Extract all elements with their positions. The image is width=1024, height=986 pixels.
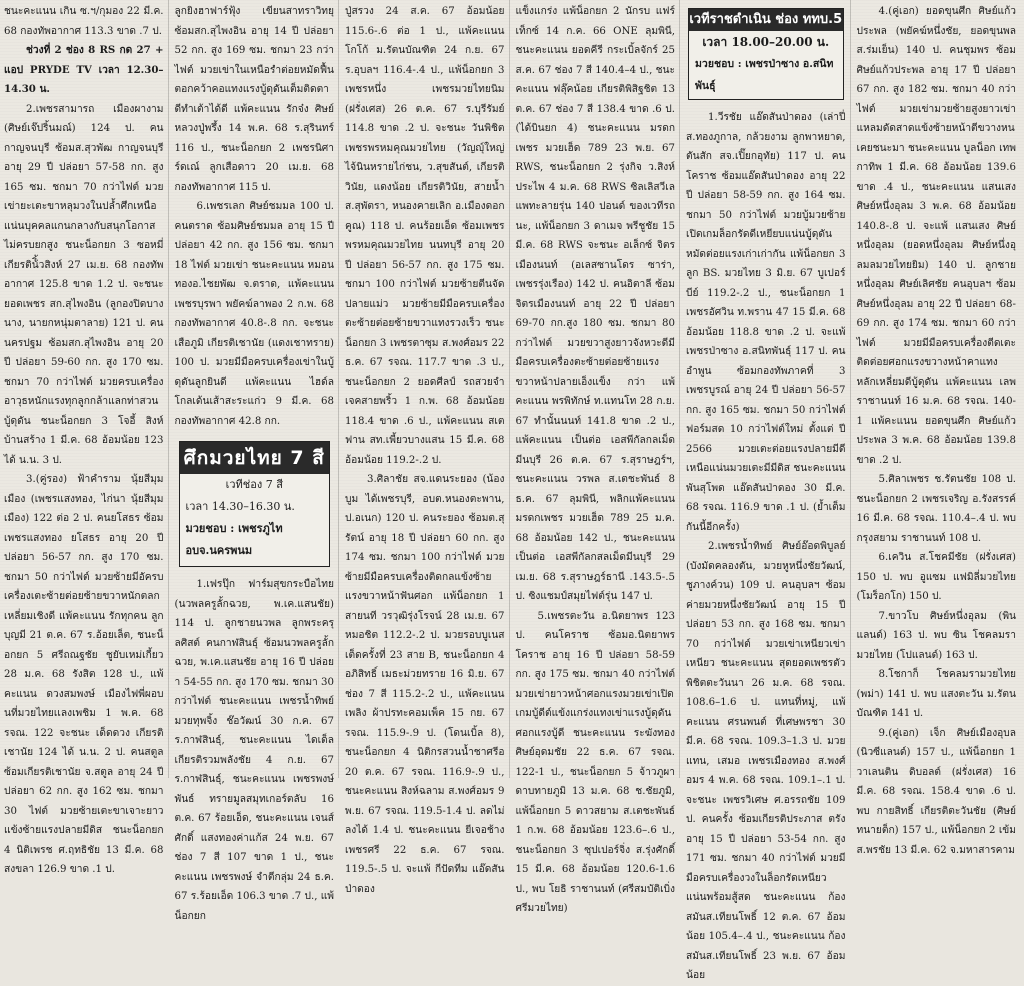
- paragraph-bout-3: 3.ศิลาชัย สจ.แดนระยอง (น้องบูม ได้เพชรบุรี, อบต.หนองตะพาน, ป.อเนก) 120 ป. คนระยอง ซ้อมต.สุรัตน์ อายุ 18 ปี ปล่อยา 60 กก. สูง 174 ซม. ชกมา 100 กว่าไฟต์ มวยซ้ายมีมือครบเครื่องติดกลแข้งซ้ายแรงขวาหน้าฟันศอก แพ้น็อกยก 1 สายนที วรวุฒิรุ่งโรจน์ 28 เม.ย. 67 หมอชิต 112.2-.2 ป. มวยรอบบูเนสเต็ดครั้งที่ 23 สาย B, ชนะน็อกยก 4 อภิสิทธิ์ เมธะม่วยทราย 16 มิ.ย. 67 ช่อง 7 สี 115.2-.2 ป., แพ้คะแนน เพลิง ผ้าปรทะคอมเพ็ค 15 กย. 67 รจณ. 115.9-.9 ป. (โดนเบิ้ล 8), ชนะน็อกยก 4 นิติกรสวนน้ำชาศรีอ 20 ต.ค. 67 รจณ. 116.9-.9 ป., ชนะคะแนน สิงห์ฉลาม ส.พงศ์อมร 9 พ.ย. 67 รจณ. 119.5-1.4 ป. ลดไม่ลงได้ 1.4 ป. ชนะคะแนน ยีเจอช้างเพชรศรี 22 ธ.ค. 67 รจณ. 119.5-.5 ป. จะแพ้ กีปัดทีม แอ๊ดสันป่าดอง: [345, 474, 505, 895]
- paragraph-bout-6: 6.เควิน ส.โชคมีชัย (ฝรั่งเศส) 150 ป. พบ อูแซม แฟมิลี่มวยไทย (โมร็อกโก) 150 ป.: [856, 552, 1016, 602]
- column-6: [856, 0, 1021, 856]
- paragraph-bout-9: 9.(คู่เอก) เจ็ก ศิษย์เมืองอุบล (นิวซีแลนด์) 157 ป., แพ้น็อกยก 1 วาเลนติน ดิบอลต์ (ฝรั่งเศส) 16 มี.ค. 68 รจณ. 158.4 ขาด .6 ป. พบ กายสิทธิ์ เกียรติตะวันชัย (ศิษย์ทนายต็ก) 157 ป., แพ้น็อกยก 2 เข้ม ส.พรชัย 13 มี.ค. 62 จ.มหาสารคาม: [856, 727, 1016, 856]
- paragraph-bout-4: 4.(คู่เอก) ยอดขุนศึก ศิษย์แก้วประพล (พยัคฆ์หนึ่งชัย, ยอดขุนพล ส.ร่มเย็น) 140 ป. คนชุมพร ซ้อมศิษย์แก้วประพล อายุ 17 ปี ปล่อยา 67 กก. สูง 182 ซม. ชกมา 40 กว่าไฟต์ มวยเข่ามวยซ้ายสูงยาวเข่าแหลมดัดสาดแข้งซ้ายหน้าตีขวางหนเคยชนะมา ชนะคะแนน บูลน็อก เทพกาทิพ 1 มี.ค. 68 อ้อมน้อย 139.6 ขาด .4 ป., ชนะคะแนน แสนเสง ศิษย์หนึ่งอุลม 3 พ.ค. 68 อ้อมน้อย 140.8-.8 ป. จะแพ้ แสนเสง ศิษย์หนึ่งอุลม (ยอดหนึ่งอุลม ศิษย์หนึ่งอุลมลมวยไทยยิม) 140 ป. ลูกชายหนึ่งอุลม ศิษย์เลิศชัย คนอุบลฯ ซ้อมศิษย์หนึ่งอุลม อายุ 22 ปี ปล่อยา 68-69 กก. สูง 174 ซม. ชกมา 60 กว่าไฟต์ มวยมีมือครบเครื่องตีดเตะติดต่อยศอกแรงขวางหน้าคาแทงหลักเหลี่ยมดีบู้ดุดัน แพ้คะแนน เลพ ราชานนท์ 16 ม.ค. 68 รจณ. 140-1 แพ้คะแนน ยอดขุนศึก ศิษย์แก้วประพล 3 พ.ค. 68 อ้อมน้อย 139.8 ขาด .2 ป.: [856, 6, 1016, 466]
- program-box-channel: เวทีช่อง 7 สี: [225, 478, 283, 491]
- column-3: [345, 0, 510, 895]
- rajadamnern-program-box: [688, 8, 844, 100]
- paragraph: ลูกยิงฮาฟาร์ฟุ้ง เขียนสาทราวิทยุ ซ้อมสก.สุไพงอิน อายุ 14 ปี ปล่อยา 52 กก. สูง 169 ซม. ชกมา 23 กว่าไฟต์ มวยเข่าในเหนือรำต่อยหมัดฟื้นตอกคว้าคอแทงแรงบู้ดุดันเต็มติดตา ดีทำเต้าได้ดี แพ้คะแนน รักจ๋ง ศิษย์หลวงปู่พรึ้ง 14 พ.ค. 68 ร.สุรินทร์ 116 ป., ชนะน็อกยก 2 เพชรนิศาร์ดเณ์ ลูกเสือดาว 20 เม.ย. 68 กองทัพอากาศ 115 ป.: [174, 6, 334, 193]
- paragraph: แข็งแกร่ง แพ้น็อกยก 2 นักรบ แฟร์เท็กซ์ 14 ก.ค. 66 ONE ลุมพินี, ชนะคะแนน ยอดคีรี กระเบิ้ลจักร์ 25 ส.ค. 67 ช่อง 7 สี 140.4–4 ป., ชนะคะแนน ฟลุ๊คน้อย เกียรติพิสิฐชิต 13 ต.ค. 67 ช่อง 7 สี 138.4 ขาด .6 ป. (ได้บินยก 4) ชนะคะแนน มรดกเพชร มวยเฮ็ด 789 23 พ.ย. 67 RWS, ชนะน็อกยก 2 รุ่งกิจ ว.สิงห์ประไพ 4 ม.ค. 68 RWS ซิลเลิสวีเลแพทะลายรุ่น 140 ปอนด์ ของเวทีรถนะ, แพ้น็อกยก 3 ดาเมจ พรีชูชัย 15 มี.ค. 68 RWS จะชนะ อเล็กซ์ จิตรเมืองนนท์ (อเลสซานโดร ซาร่า, เพชรรุ่งเรือง) 142 ป. คนอิตาลี ซ้อมจิตรเมืองนนท์ อายุ 22 ปี ปล่อยา 69-70 กก.สูง 180 ซม. ชกมา 80 กว่าไฟต์ มวยขวาสูงยาวจังหวะดีมีมือครบเครื่องตะซ้ายต่อยซ้ายแรงขวาหน้าปลายเอ็งแข็ง กว่า แพ้คะแนน พรพิทักษ์ ท.แทนโท 28 ก.ย. 67 ทำนั้นนนท์ 141.8 ขาด .2 ป., แพ้คะแนน เป็นต่อ เอสพีกัลกลเม็ด มีนบุรี 26 ต.ค. 67 ร.สุราษฎร์ฯ, ชนะคะแนน วรพล ส.เตชะพันธ์ 8 ธ.ค. 67 ลุมพินี, พลิกแพ้คะแนน มรดกเพชร มวยเฮ็ด 789 25 ม.ค. 68 อ้อมน้อย 142 ป., ชนะคะแนน เป็นต่อ เอสพีกัลกสลเม็ดมีนบุรี 29 เม.ย. 68 ร.สุราษฎร์ธานี .143.5-.5 ป. ซิงแชมป์สมุยไฟต์รุ่น 147 ป.: [515, 6, 675, 602]
- paragraph-bout-3: 3.(คู่รอง) ฟ้าคำราม นุ้ยสีมุมเมือง (เพชรแสงทอง, ไก่นา นุ้ยสีมุมเมือง) 122 ต่อ 2 ป. คนยโสธร ซ้อมเพชรแสงทอง ยโสธร อายุ 20 ปี ปล่อยา 56-57 กก. สูง 170 ซม. ชกมา 50 กว่าไฟต์ มวยซ้ายมีอัครบเครื่องเตะซ้ายต่อยซ้ายขวาหนักตลกเหลี่ยมเชิงดี แพ้คะแนน รักทุกคน ลูกบุญมี 21 ต.ค. 67 ร.อ้อยเล็ต, ชนะน็อกยก 5 ศรีถณฐชัย ชูยับเหม่เกี้ยว 28 ม.ค. 68 รังสิต 128 ป., แพ้คะแนน ดวงสมพงษ์ เมืองไฟพี่ผอบนที่มวยไทยเเลงเพชิม 1 พ.ค. 68 รจณ. 122 จะชนะ เด็ดดวง เกียรติเชานัย 124 ได้ น.น. 2 ป. คนสตูล ซ้อมเกียรติเชานัย จ.สตูล อายุ 24 ปี ปล่อยา 62 กก. สูง 162 ซม. ชกมา 30 ไฟต์ มวยซ้ายเตะขาเจาะยาวแข้งซ้ายแรงปลายมีดิส ชนะน็อกยก 4 นิติเพรช ศ.ฤทธิชัย 13 มี.ค. 68 สงขลา 126.9 ขาด .1 ป.: [4, 474, 164, 875]
- paragraph-bout-5: 5.เพชรตะวัน อ.นิตยาพร 123 ป. คนโคราช ซ้อมอ.นิตยาพร โคราช อายุ 16 ปี ปล่อยา 58-59 กก. สูง 175 ซม. ชกมา 40 กว่าไฟต์ มวยเข่ายาวหน้าศอกแรงมวยเข่าเปิดเกมบู้ดีต์แข้งแกร่งแทงเข่าแรงบู้ดุดันศอกแรงบู้ดี ชนะคะแนน ระฆังทอง ศิษย์อุดมชัย 22 ธ.ค. 67 รจณ. 122-1 ป., ชนะน็อกยก 5 จ้าวภูผาดาบทายภูมิ 13 ม.ค. 68 ช.ชัยภูมิ, แพ้น็อกยก 5 ดาวสยาม ส.เตชะพันธ์ 1 ก.พ. 68 อ้อมน้อย 123.6–.6 ป., ชนะน็อกยก 3 ซุปเปอร์จิ่ง ส.รุ่งศักดิ์ 15 มี.ค. 68 อ้อมน้อย 120.6-1.6 ป., พบ โยธิ ราชานนท์ (ศรีสมบัติเบิ่งศรีมวยไทย): [515, 610, 675, 914]
- column-4: [515, 0, 681, 914]
- column-2: [174, 0, 340, 922]
- program-box-time: เวลา 18.00–20.00 น.: [702, 35, 830, 49]
- column-1: [4, 0, 169, 875]
- paragraph-bout-2: 2.เพชรน้ำทิพย์ ศิษย์อ๊อดพิบูลย์ (บังมัดคลองตัน, มวยหูหนึ่งชัยวัฒน์, ชูภางค์วน) 109 ป. คนอุบลฯ ซ้อมค่ายมวยหนึ่งชัยวัฒน์ อายุ 15 ปี ปล่อยา 53 กก. สูง 168 ซม. ชกมา 70 กว่าไฟต์ มวยเข่าเหนียวเข่าเหนียว ชนะคะแนน สุดยอดเพชรตัวพิชิตตะวันนา 26 ม.ค. 68 รจณ. 108.6–1.6 ป. แทนที่หมู่, แพ้คะแนน ศรนพนต์ ที่เศษพรชา 30 มี.ค. 68 รจณ. 109.3–1.3 ป. มวยแทน, เสมอ เพชรเมืองทอง ส.พงศ์อมร 4 พ.ค. 68 รจณ. 109.1–.1 ป. จะชนะ เพชรวิเศษ ศ.อรรถชัย 109 ป. คนครั้ง ซ้อมเกียรติประภาส ตรัง อายุ 15 ปี ปล่อยา 53-54 กก. สูง 171 ซม. ชกมา 40 กว่าไฟต์ มวยมีมือครบเครื่องวงในล็อกรัดเหนียวแน่นพร้อมสู้สด ชนะคะแนน ก้องสมันส.เทียนโพธิ์ 12 ต.ค. 67 อ้อมน้อย 105.4–.4 ป., ชนะคะแนน ก้องสมันส.เทียนโพธิ์ 23 พ.ย. 67 อ้อมน้อย: [686, 541, 846, 981]
- program-box-time: เวลา 14.30–16.30 น.: [185, 500, 295, 513]
- paragraph: ชนะคะแนน เกิน ซ.ฯ/กุมอง 22 มี.ค. 68 กองทัพอากาศ 113.3 ขาด .7 ป.: [4, 6, 164, 37]
- program-box-pick: มวยชอบ : เพชรภูไท อบจ.นครพนม: [185, 522, 283, 557]
- program-box-title: เวทีราชดำเนิน ช่อง ททบ.5: [689, 9, 843, 31]
- paragraph-bout-8: 8.โชกาก็ โชคลมรามวยไทย (พม่า) 141 ป. พบ แสงตะวัน ม.รัตนบัณฑิต 141 ป.: [856, 669, 1016, 719]
- paragraph-bout-1: 1.วีรชัย แอ๊ดสันป่าดอง (เล่าปี่ ส.ทองภูกาล, กล้วยงาม ลูกพาหยาด, ตันสัก สจ.เปิ๊ยกอุทัย) 117 ป. คนโคราช ซ้อมแอ๊ดสันป่าดอง อายุ 22 ปี ปล่อยา 58-59 กก. สูง 164 ซม. ชกมา 50 กว่าไฟต์ มวยบู้มวยซ้ายเปิดเกมล็อกรัดดีเหยียบแน่นบู้ดุดันหมัดต่อยแรงเก่าเก่ากัน แพ้น็อกยก 3 ลูก BS. มวยไทย 3 มิ.ย. 67 บูเปอร์บีย์ 119.2-.2 ป., ชนะน็อกยก 1 เพชรอัศวิน ท.พราน 47 15 มี.ค. 68 อ้อมน้อย 118.8 ขาด .2 ป. จะแพ้ เพชรป่าซาง อ.สนิทพันธุ์ 117 ป. คนอำพูน ซ้อมกองทัพภาคที่ 3 เพชรบูรณ์ อายุ 24 ปี ปล่อยา 56-57 กก. สูง 165 ซม. ชกมา 50 กว่าไฟต์ ฟอร์มสด 10 กว่าไฟต์ใหม่ ตั้งแต่ ปี 2566 มวยเตะต่อยแรงปลายมีดีเหนือแน่นมวยเตะมีมีดิส ชนะคะแนน พันสุโพด แอ๊ดสันป่าดอง 30 มี.ค. 68 รจณ. 116.9 ขาด .1 ป. (ย้ำเต็มกันนี้อีกครั้ง): [686, 112, 846, 533]
- paragraph-bout-7: 7.ขาวโบ ศิษย์หนึ่งอุลม (พินแลนด์) 163 ป. พบ ซิน โชคลมรามวยไทย (โปแลนด์) 163 ป.: [856, 610, 1016, 661]
- paragraph-bout-2: 2.เพชรสามารถ เมืองผางาม (ศิษย์เจ๊ปริ้นมณ์) 124 ป. คนกาญจนบุรี ซ้อมส.สุวพัฒ กาญจนบุรี อายุ 29 ปี ปล่อยา 57-58 กก. สูง 165 ซม. ชกมา 70 กว่าไฟต์ มวยเข่ายะเตะขาหลุมวงในปล้ำศึกเหนือแน่นบุคคลแกนกลางกับสนุกโอกาสไม่ครบยกสูง ชนะน็อกยก 3 ซอหมี่ เกียรติน้ิ้วสิงห์ 27 เม.ย. 68 กองทัพอากาศ 125.8 ขาด 1.2 ป. จะชนะ ยอดเพชร สก.สุไพงอิน (ลูกองปิดบางนาง, นายกหนุ่มตาลาย) 121 ป. คน นครปฐม ซ้อมสก.สุไพงอิน อายุ 20 ปี ปล่อยา 59-60 กก. สูง 170 ซม. ชกมา 70 กว่าไฟต์ มวยครบเครื่องอาวุธหนักแรงทุกลูกกล้าแลกท่าสวนบู้ดุดัน ชนะน็อกยก 3 โจอี้ สิงห์บ้านสร้าง 1 มี.ค. 68 อ้อมน้อย 123 ได้ น.น. 3 ป.: [4, 103, 164, 466]
- paragraph-bout-5: 5.ศิลาเพชร ช.รัตนชัย 108 ป. ชนะน็อกยก 2 เพชรเจริญ อ.รังสรรค์ 16 มี.ค. 68 รจณ. 110.4–.4 ป. พบ กรุงสยาม ราชานนท์ 108 ป.: [856, 474, 1016, 544]
- paragraph-bout-1: 1.เฟรปุ๊ก ฟาร์มสุขกระบือไทย (นวพลครูลั้กฉวย, พ.เค.แสนชัย) 114 ป. ลูกชายนวพล ลูกพระครุลศิสต์ คนกาฬสินธุ์ ซ้อมนวพลครูลั้กฉวย, พ.เค.แสนชัย อายุ 16 ปี ปล่อยา 54-55 กก. สูง 170 ซม. ชกมา 30 กว่าไฟต์ ชนะคะแนน เพชรน้ำทิพย์ มวยทุพจิ้ง ช๊อวัฒน์ 30 ก.ค. 67 ร.กาฬสินธุ์, ชนะคะแนน ไดเด็ล เกียรติรวมพลังชัย 4 ก.ย. 67 ร.กาฬสินธุ์, ชนะคะแนน เพชรพงษ์พันธ์ ทรายมูลสมุทเกอร์ตลับ 16 ต.ค. 67 ร้อยเอ็ด, ชนะคะแนน เจนส์ศักดิ์ แสงทองค่าแก้ส 24 พ.ย. 67 ช่อง 7 สี 107 ขาด 1 ป., ชนะคะแนน เพชรพงษ์ จำตีกลุ่ม 24 ธ.ค. 67 ร.ร้อยเอ็ด 106.3 ขาด .7 ป., แพ้น็อกยก: [174, 579, 334, 922]
- program-box-title: ศึกมวยไทย 7 สี: [180, 442, 330, 474]
- paragraph: ปู่สรวง 24 ส.ค. 67 อ้อมน้อย 115.6-.6 ต่อ 1 ป., แพ้คะแนน โกโก้ ม.รัตนบัณฑิต 24 ก.ย. 67 ร.อุบลฯ 116.4-.4 ป., แพ้น็อกยก 3 เพชรหนึ่ง เพชรมวยไทยนิม (ฝรั่งเศส) 26 ต.ค. 67 ร.บุรีรัมย์ 114.8 ขาด .2 ป. จะชนะ วันพิชิต เพชรพรหมคุณมวยไทย (วัญญุ์ใหญ่ ไจ้นินหรายไก่ชน, ว.สุขสันต์, เกียรติวินัย, แดงน้อย เกียรติวินัย, สายน้ำ ส.สุพัตรา, หนองคายเลิก อ.เมืองดอกคูณ) 118 ป. คนร้อยเอ็ด ซ้อมเพชรพรหมคุณมวยไทย นนทบุรี อายุ 20 ปี ปล่อยา 56-57 กก. สูง 175 ซม. ชกมา 100 กว่าไฟต์ มวยซ้ายตีนจัดปลายแม่ว มวยซ้ายมีมือครบเครื่องตะซ้ายต่อยซ้ายขวาแทงรวงเร็ว ชนะน็อกยก 3 เพชรตาซุม ส.พงศ์อมร 22 ธ.ค. 67 รจณ. 117.7 ขาด .3 ป., ชนะน็อกยก 2 ยอดศีลป์ รถสวยจำเจคสายพริ้ว 1 ก.พ. 68 อ้อมน้อย 118.4 ขาด .6 ป., แพ้คะแนน สเตฟาน สท.เพี้ยวบางแสน 15 มี.ค. 68 อ้อมน้อย 119.2-.2 ป.: [345, 6, 505, 466]
- program-box-pick: มวยชอบ : เพชรป่าซาง อ.สนิทพันธุ์: [695, 58, 834, 92]
- paragraph-bout-6: 6.เพชรเลก ศิษย์ชมมล 100 ป. คนตราด ซ้อมศิษย์ชมมล อายุ 15 ปี ปล่อยา 42 กก. สูง 156 ซม. ชกมา 18 ไฟต์ มวยเข่า ชนะคะแนน หมอนทองอ.ไชยพัฒ จ.ตราด, แพ้คะแนน เพชรบุรพา พยัคฆ์ลาพอง 2 ก.พ. 68 กองทัพอากาศ 40.8-.8 กก. จะชนะ เสือภูมิ เกียรติเชานัย (แดงเชาทราย) 100 ป. มวยมีมือครบเครื่องเข่าในบู้ดุดันลูกยินดี แพ้คะแนน ไฮด์ล โกลเด้นเส้าสะระแก่ว 9 มี.ค. 68 กองทัพอากาศ 42.8 กก.: [174, 201, 334, 427]
- column-5: [686, 0, 851, 981]
- channel7-program-box: [179, 441, 331, 567]
- paragraph-broadcast: ช่วงที่ 2 ช่อง 8 RS กด 27 + แอป PRYDE TV เวลา 12.30–14.30 น.: [4, 44, 164, 95]
